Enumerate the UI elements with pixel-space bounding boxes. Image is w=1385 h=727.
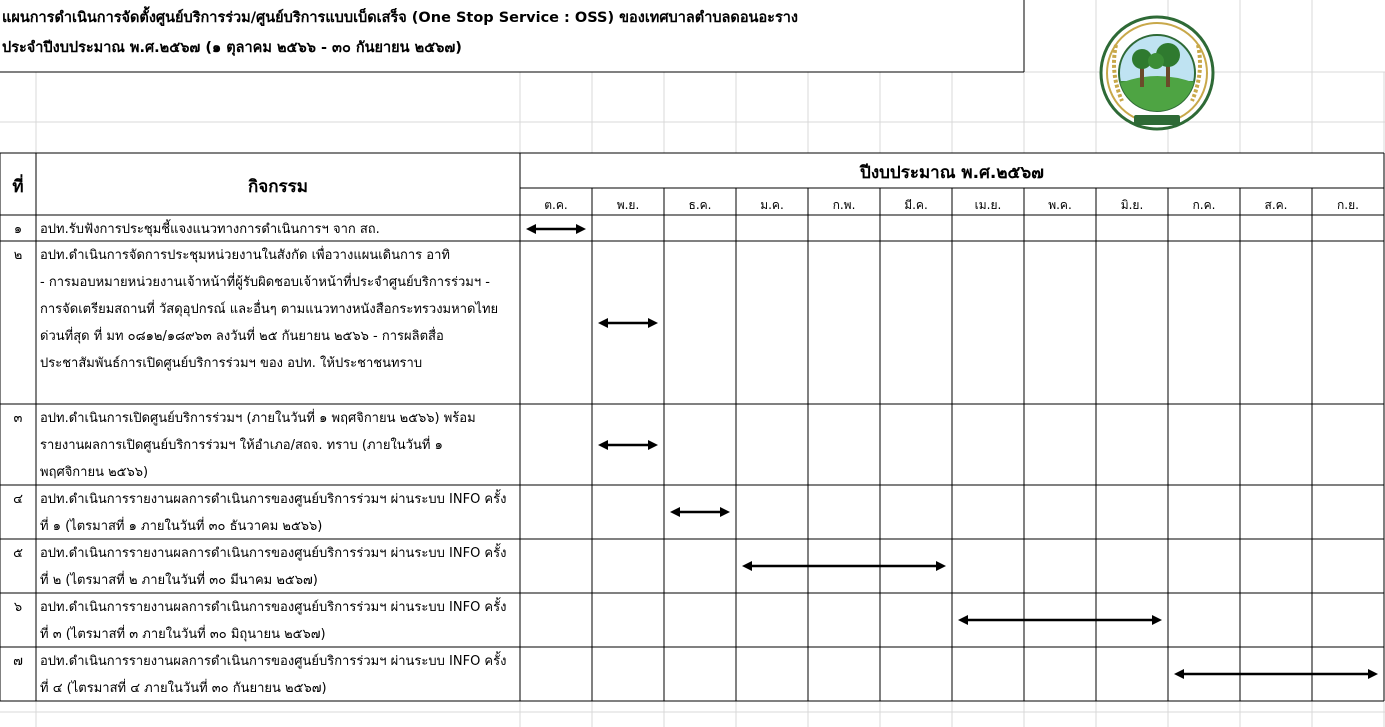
month-header-10: ก.ค. [1192,198,1216,212]
activity-text-line: อปท.ดำเนินการเปิดศูนย์บริการร่วมฯ (ภายในวันที่ ๑ พฤศจิกายน ๒๕๖๖) พร้อม [40,411,476,426]
activity-text-line: พฤศจิกายน ๒๕๖๖) [40,465,149,480]
activity-text-line: อปท.ดำเนินการรายงานผลการดำเนินการของศูนย์บริการร่วมฯ ผ่านระบบ INFO ครั้ง [40,492,507,507]
activity-text-line: อปท.ดำเนินการรายงานผลการดำเนินการของศูนย์บริการร่วมฯ ผ่านระบบ INFO ครั้ง [40,654,507,669]
activity-text-line: ที่ ๑ (ไตรมาสที่ ๑ ภายในวันที่ ๓๐ ธันวาคม ๒๕๖๖) [40,519,323,534]
month-header-11: ส.ค. [1264,198,1288,212]
month-header-7: เม.ย. [974,198,1002,212]
schedule-arrow [670,507,730,517]
month-header-4: ม.ค. [760,198,784,212]
activity-text-line: ด่วนที่สุด ที่ มท ๐๘๑๒/๑๘๙๖๓ ลงวันที่ ๒๕ กันยายน ๒๕๖๖ - การผลิตสื่อ [40,329,444,344]
plan-title-line1: แผนการดำเนินการจัดตั้งศูนย์บริการร่วม/ศูนย์บริการแบบเบ็ดเสร็จ (One Stop Service : OSS) ของเทศบาลตำบลดอนอะราง [2,10,798,26]
schedule-arrow [958,615,1162,625]
row-number: ๕ [13,546,23,561]
activity-text-line: อปท.ดำเนินการจัดการประชุมหน่วยงานในสังกัด เพื่อวางแผนเดินการ อาทิ [40,248,450,263]
activity-text-line: รายงานผลการเปิดศูนย์บริการร่วมฯ ให้อำเภอ/สถจ. ทราบ (ภายในวันที่ ๑ [40,438,443,453]
month-header-8: พ.ค. [1048,198,1072,212]
month-header-12: ก.ย. [1337,198,1359,212]
activity-text-line: อปท.รับฟังการประชุมชี้แจงแนวทางการดำเนินการฯ จาก สถ. [40,222,380,237]
row-number: ๖ [13,600,23,615]
month-header-3: ธ.ค. [688,198,712,212]
month-header-2: พ.ย. [616,198,640,212]
col-header-no: ที่ [12,177,24,197]
schedule-arrow [1174,669,1378,679]
month-header-1: ต.ค. [544,198,568,212]
month-header-9: มิ.ย. [1120,198,1144,212]
activity-text-line: การจัดเตรียมสถานที่ วัสดุอุปกรณ์ และอื่นๆ ตามแนวทางหนังสือกระทรวงมหาดไทย [40,302,499,317]
row-number: ๓ [13,411,23,426]
activity-text-line: อปท.ดำเนินการรายงานผลการดำเนินการของศูนย์บริการร่วมฯ ผ่านระบบ INFO ครั้ง [40,600,507,615]
fiscal-year-header: ปีงบประมาณ พ.ศ.๒๕๖๗ [860,163,1044,183]
row-number: ๗ [13,654,23,669]
activity-text-line: อปท.ดำเนินการรายงานผลการดำเนินการของศูนย์บริการร่วมฯ ผ่านระบบ INFO ครั้ง [40,546,507,561]
municipality-seal-logo [1096,15,1218,133]
schedule-arrow [598,440,658,450]
row-number: ๔ [13,492,23,507]
month-header-6: มี.ค. [904,198,928,212]
activity-text-line: ที่ ๒ (ไตรมาสที่ ๒ ภายในวันที่ ๓๐ มีนาคม ๒๕๖๗) [40,573,318,588]
col-header-activity: กิจกรรม [247,177,308,197]
plan-title-line2: ประจำปีงบประมาณ พ.ศ.๒๕๖๗ (๑ ตุลาคม ๒๕๖๖ - ๓๐ กันยายน ๒๕๖๗) [2,40,462,56]
schedule-arrow [742,561,946,571]
activity-text-line: - การมอบหมายหน่วยงานเจ้าหน้าที่ผู้รับผิดชอบเจ้าหน้าที่ประจำศูนย์บริการร่วมฯ - [40,275,490,290]
activity-text-line: ที่ ๔ (ไตรมาสที่ ๔ ภายในวันที่ ๓๐ กันยายน ๒๕๖๗) [40,681,327,696]
row-number: ๒ [13,248,23,263]
schedule-arrow [598,318,658,328]
row-number: ๑ [13,222,23,237]
activity-text-line: ประชาสัมพันธ์การเปิดศูนย์บริการร่วมฯ ของ อปท. ให้ประชาชนทราบ [40,356,423,371]
activity-text-line: ที่ ๓ (ไตรมาสที่ ๓ ภายในวันที่ ๓๐ มิถุนายน ๒๕๖๗) [40,627,326,642]
schedule-arrow [526,224,586,234]
month-header-5: ก.พ. [832,198,856,212]
